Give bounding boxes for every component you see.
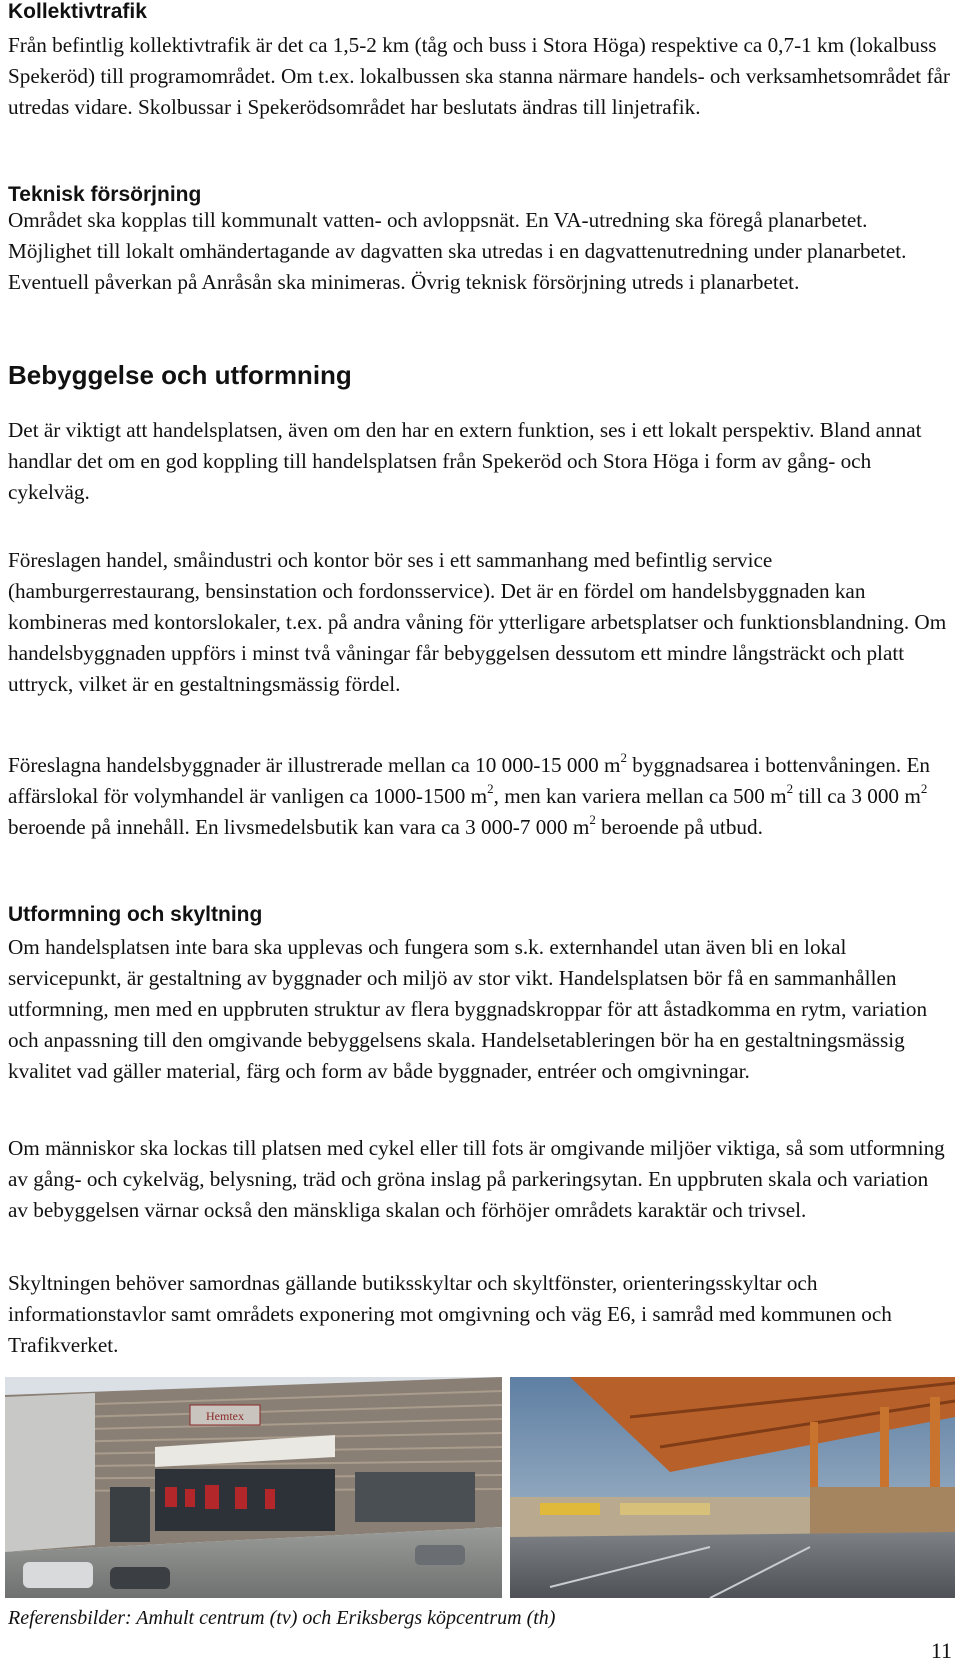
paragraph-skyltning-1: Om handelsplatsen inte bara ska upplevas och fungera som s.k. externhandel utan även bli en lokal servicepunkt, är gestaltning av byggnader och miljö av stor vikt. Handelsplatsen bör få en sammanhållen utformning, men med en uppbruten struktur av flera byggnadskroppar för att åstadkomma en rytm, variation och anpassning till den omgivande bebyggelsens skala. Handelsetableringen bör ha en gestaltningsmässig kvalitet vad gäller material, färg och form av både byggnader, entréer och omgivningar. (8, 935, 928, 1083)
paragraph-skyltning-2: Om människor ska lockas till platsen med cykel eller till fots är omgivande miljöer viktiga, så som utformning av gång- och cykelväg, belysning, träd och gröna inslag på parkeringsytan. En uppbruten skala och variation av bebyggelsen värnar också den mänskliga skalan och förhöjer områdets karaktär och trivsel. (8, 1136, 945, 1222)
photo-amhult-centrum (5, 1377, 502, 1598)
heading-teknisk-forsorjning: Teknisk försörjning (8, 183, 202, 206)
heading-utformning-skyltning: Utformning och skyltning (8, 903, 263, 926)
heading-kollektivtrafik: Kollektivtrafik (8, 0, 147, 23)
paragraph-teknisk-forsorjning: Området ska kopplas till kommunalt vatten- och avloppsnät. En VA-utredning ska föregå planarbetet. Möjlighet till lokalt omhändertagande av dagvatten ska utredas i en dagvattenutredning under planarbetet. Eventuell påverkan på Anråsån ska minimeras. Övrig teknisk försörjning utreds i planarbetet. (8, 208, 907, 294)
paragraph-bebyggelse-2: Föreslagen handel, småindustri och kontor bör ses i ett sammanhang med befintlig service (hamburgerrestaurang, bensinstation och fordonsservice). Det är en fördel om handelsbyggnaden kan kombineras med kontorslokaler, t.ex. på andra våning för ytterligare arbetsplatser och funktionsblandning. Om handelsbyggnaden uppförs i minst två våningar får bebyggelsen dessutom ett mindre långsträckt och platt uttryck, vilket är en gestaltningsmässig fördel. (8, 548, 947, 696)
photo-eriksbergs-kopcentrum (510, 1377, 955, 1598)
heading-bebyggelse: Bebyggelse och utformning (8, 360, 352, 390)
figure-caption: Referensbilder: Amhult centrum (tv) och Eriksbergs köpcentrum (th) (8, 1607, 556, 1629)
paragraph-kollektivtrafik: Från befintlig kollektivtrafik är det ca 1,5-2 km (tåg och buss i Stora Höga) respektive ca 0,7-1 km (lokalbuss Spekeröd) till programområdet. Om t.ex. lokalbussen ska stanna närmare handels- och verksamhetsområdet får utredas vidare. Skolbussar i Spekerödsområdet har beslutats ändras till linjetrafik. (8, 33, 950, 119)
paragraph-bebyggelse-1: Det är viktigt att handelsplatsen, även om den har en extern funktion, ses i ett lokalt perspektiv. Bland annat handlar det om en god koppling till handelsplatsen från Spekeröd och Stora Höga i form av gång- och cykelväg. (8, 418, 922, 504)
paragraph-skyltning-3: Skyltningen behöver samordnas gällande butiksskyltar och skyltfönster, orienteringsskyltar och informationstavlor samt områdets exponering mot omgivning och väg E6, i samråd med kommunen och Trafikverket. (8, 1271, 892, 1357)
page-number: 11 (930, 1638, 952, 1663)
paragraph-bebyggelse-3: Föreslagna handelsbyggnader är illustrerade mellan ca 10 000-15 000 $m^2$ byggnadsarea i bottenvåningen. En affärslokal för volymhandel är vanligen ca 1000-1500 $m^2$, men kan variera mellan ca 500 $m^2$ till ca 3 000 $m^2$ beroende på innehåll. En livsmedelsbutik kan vara ca 3 000-7 000 $m^2$ beroende på utbud. (8, 749, 930, 839)
store-sign: Hemtex (206, 1409, 244, 1423)
